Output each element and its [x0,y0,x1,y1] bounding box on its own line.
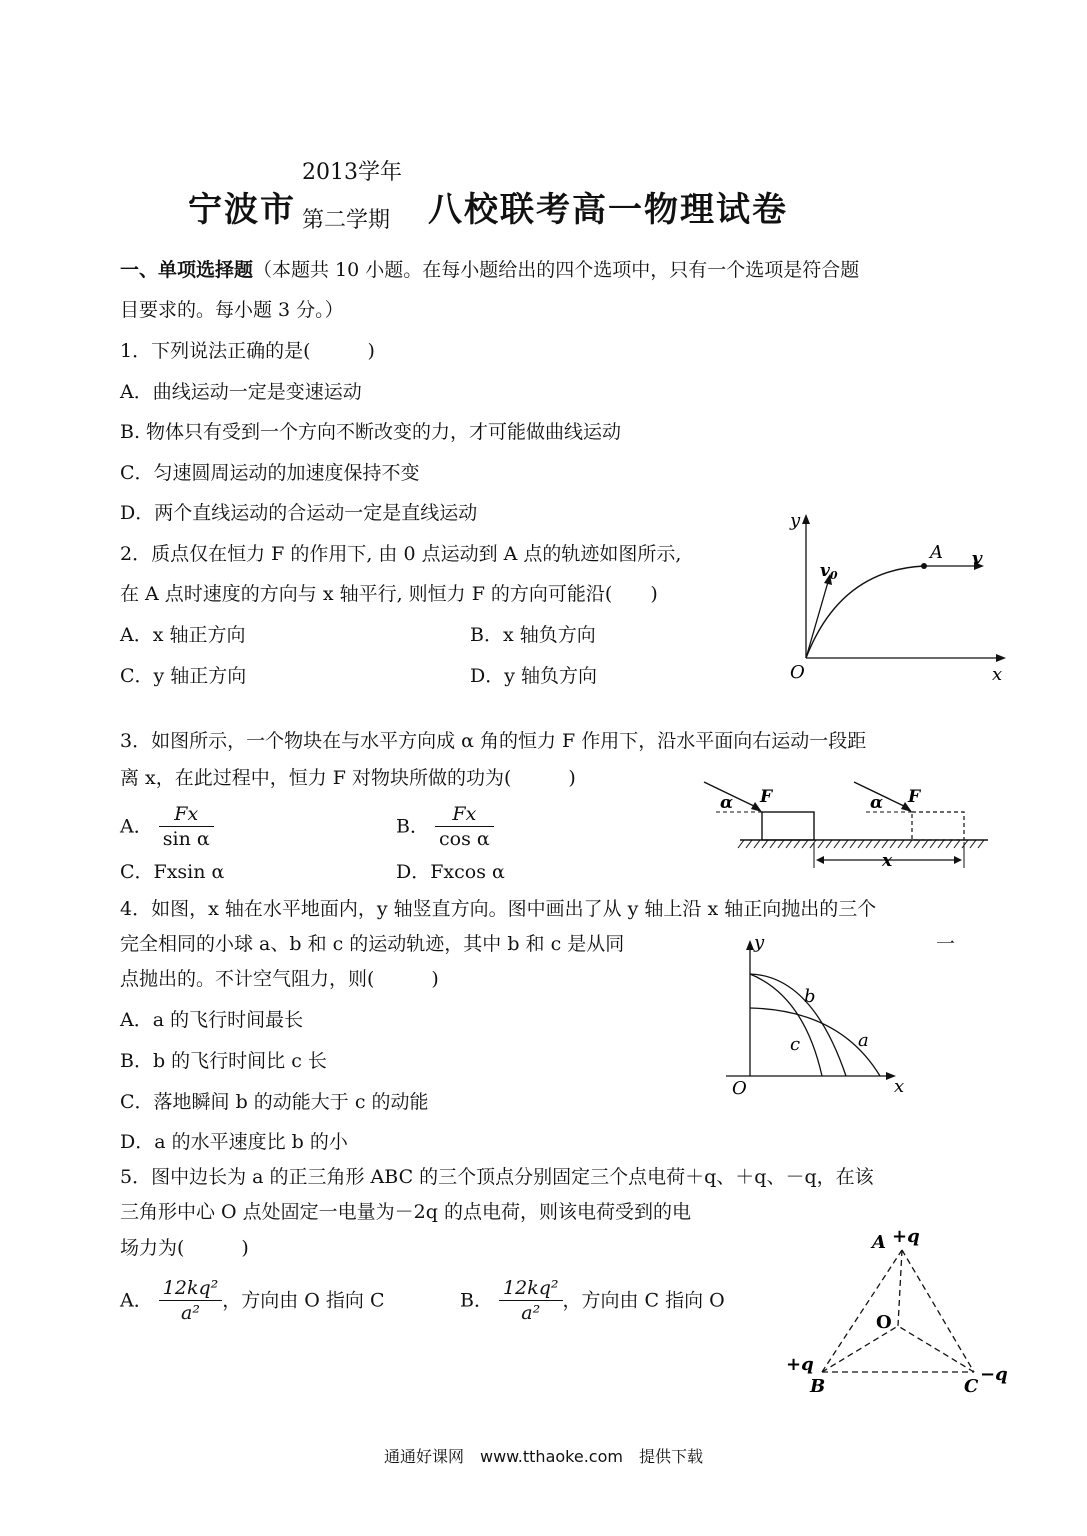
fig-label-C: C [964,1376,979,1397]
dist-arrow-left-icon [816,856,824,864]
fig-label-alpha-1: α [720,793,734,813]
q2-option-b: B．x 轴负方向 [470,624,596,646]
y-axis-arrow-icon [746,940,754,950]
q3-option-c: C．Fxsin α [120,861,225,883]
block-end [912,812,964,840]
q4-stem-line1: 4．如图，x 轴在水平地面内，y 轴竖直方向。图中画出了从 y 轴上沿 x 轴正向抛出的三个 [120,898,877,920]
fig-label-A: A [872,1232,886,1253]
q3-b-numerator: Fx [435,802,494,827]
fig-label-O: O [876,1312,892,1333]
q2-option-a: A．x 轴正方向 [120,624,246,646]
edge-ab [822,1250,902,1372]
fig-label-v: v [972,548,983,569]
q4-option-b: B．b 的飞行时间比 c 长 [120,1050,327,1072]
x-axis-arrow-icon [996,654,1006,662]
q5-triangle-figure [786,1222,1016,1402]
fig-label-alpha-2: α [870,793,884,813]
q1-stem: 1．下列说法正确的是( ) [120,340,375,362]
q2-stem-line2: 在 A 点时速度的方向与 x 轴平行, 则恒力 F 的方向可能沿( ) [120,583,658,605]
q5-stem-line2: 三角形中心 O 点处固定一电量为－2q 的点电荷，则该电荷受到的电 [120,1201,691,1223]
velocity-v0-arrow [806,582,828,658]
q5-option-a [120,1276,385,1325]
section-description-line1 [120,258,859,282]
fig-label-f-2: F [908,787,921,807]
q1-option-b: B. 物体只有受到一个方向不断改变的力，才可能做曲线运动 [120,421,622,443]
footer-source: 通通好课网 www.tthaoke.com 提供下载 [384,1447,703,1466]
fig-label-b: b [804,986,816,1007]
fig-label-c: c [790,1034,801,1055]
q5-a-denominator: a² [181,1302,200,1324]
fig-label-f-1: F [760,787,773,807]
q3-a-denominator: sin α [162,828,210,850]
fig-label-v0: v0 [820,561,838,582]
q3-a-numerator: Fx [159,802,214,827]
q3-option-b-label: B． [396,815,429,838]
edge-ac [902,1250,974,1372]
fig-label-o: O [790,662,805,683]
q3-option-b-fraction [435,802,494,851]
q4-option-a: A．a 的飞行时间最长 [120,1009,304,1031]
q5-option-a-label: A． [120,1289,153,1312]
fig-label-x: x [882,851,893,871]
fig-label-C-charge: −q [980,1364,1008,1385]
q2-trajectory-figure [780,508,1010,688]
q5-option-a-fraction [159,1276,222,1325]
section-desc-text: （本题共 10 小题。在每小题给出的四个选项中，只有一个选项是符合题 [253,259,860,281]
q5-option-b-label: B． [460,1289,493,1312]
q4-stem-line2a: 完全相同的小球 a、b 和 c 的运动轨迹，其中 b 和 c 是从同 [120,933,625,955]
q1-option-a: A．曲线运动一定是变速运动 [120,381,362,403]
fig-label-B-charge: +q [786,1354,814,1375]
q3-option-d: D．Fxcos α [396,861,505,883]
q2-stem-line1: 2．质点仅在恒力 F 的作用下, 由 0 点运动到 A 点的轨迹如图所示, [120,543,682,565]
fig-label-x: x [992,664,1003,685]
fig-label-o: O [732,1078,747,1099]
title-city: 宁波市 [188,190,296,230]
fig-label-a: A [930,542,943,563]
title-rest: 八校联考高一物理试卷 [428,190,788,230]
fig-label-a: a [858,1030,869,1051]
q4-stem-line3: 点抛出的。不计空气阻力，则( ) [120,968,439,990]
q3-option-b [396,802,494,851]
fig-label-x: x [894,1076,905,1097]
q5-a-numerator: 12kq² [159,1276,222,1301]
q4-projectile-figure [722,932,912,1102]
dist-arrow-right-icon [954,856,962,864]
q5-b-numerator: 12kq² [499,1276,562,1301]
q3-option-a-label: A． [120,815,153,838]
q4-option-d: D．a 的水平速度比 b 的小 [120,1131,348,1153]
fig-label-B: B [810,1376,826,1397]
y-axis-arrow-icon [802,514,810,524]
q5-option-b-direction: ，方向由 C 指向 O [562,1289,725,1312]
q2-option-c: C．y 轴正方向 [120,665,247,687]
q1-option-c: C．匀速圆周运动的加速度保持不变 [120,462,420,484]
ground-hatch [738,840,984,848]
trajectory-b [750,974,846,1076]
q5-option-b [460,1276,725,1325]
q4-stem-line2b: 一 [936,933,956,955]
fig-label-A-charge: +q [892,1226,920,1247]
q5-stem-line3: 场力为( ) [120,1237,249,1259]
section-heading: 一、单项选择题 [120,259,254,281]
q5-option-b-fraction [499,1276,562,1325]
q3-option-a [120,802,214,851]
q3-b-denominator: cos α [439,828,490,850]
title-year: 2013学年 [302,160,402,185]
q5-b-denominator: a² [521,1302,541,1324]
section-description-line2: 目要求的。每小题 3 分。） [120,299,344,321]
fig-label-y: y [790,510,801,531]
q4-option-c: C．落地瞬间 b 的动能大于 c 的动能 [120,1091,429,1113]
median-ao [898,1250,902,1326]
q1-option-d: D．两个直线运动的合运动一定是直线运动 [120,502,478,524]
block-start [762,812,814,840]
median-co [898,1326,974,1372]
q3-stem-line2: 离 x，在此过程中，恒力 F 对物块所做的功为( ) [120,767,576,789]
title-term: 第二学期 [302,208,391,233]
q3-block-force-figure [696,772,996,872]
q2-option-d: D．y 轴负方向 [470,665,598,687]
fig-label-y: y [754,932,765,953]
q3-option-a-fraction [159,802,214,851]
q5-option-a-direction: ，方向由 O 指向 C [222,1289,385,1312]
q5-stem-line1: 5．图中边长为 a 的正三角形 ABC 的三个顶点分别固定三个点电荷＋q、＋q、－q，在该 [120,1166,874,1188]
q3-stem-line1: 3．如图所示，一个物块在与水平方向成 α 角的恒力 F 作用下，沿水平面向右运动一段距 [120,730,867,752]
